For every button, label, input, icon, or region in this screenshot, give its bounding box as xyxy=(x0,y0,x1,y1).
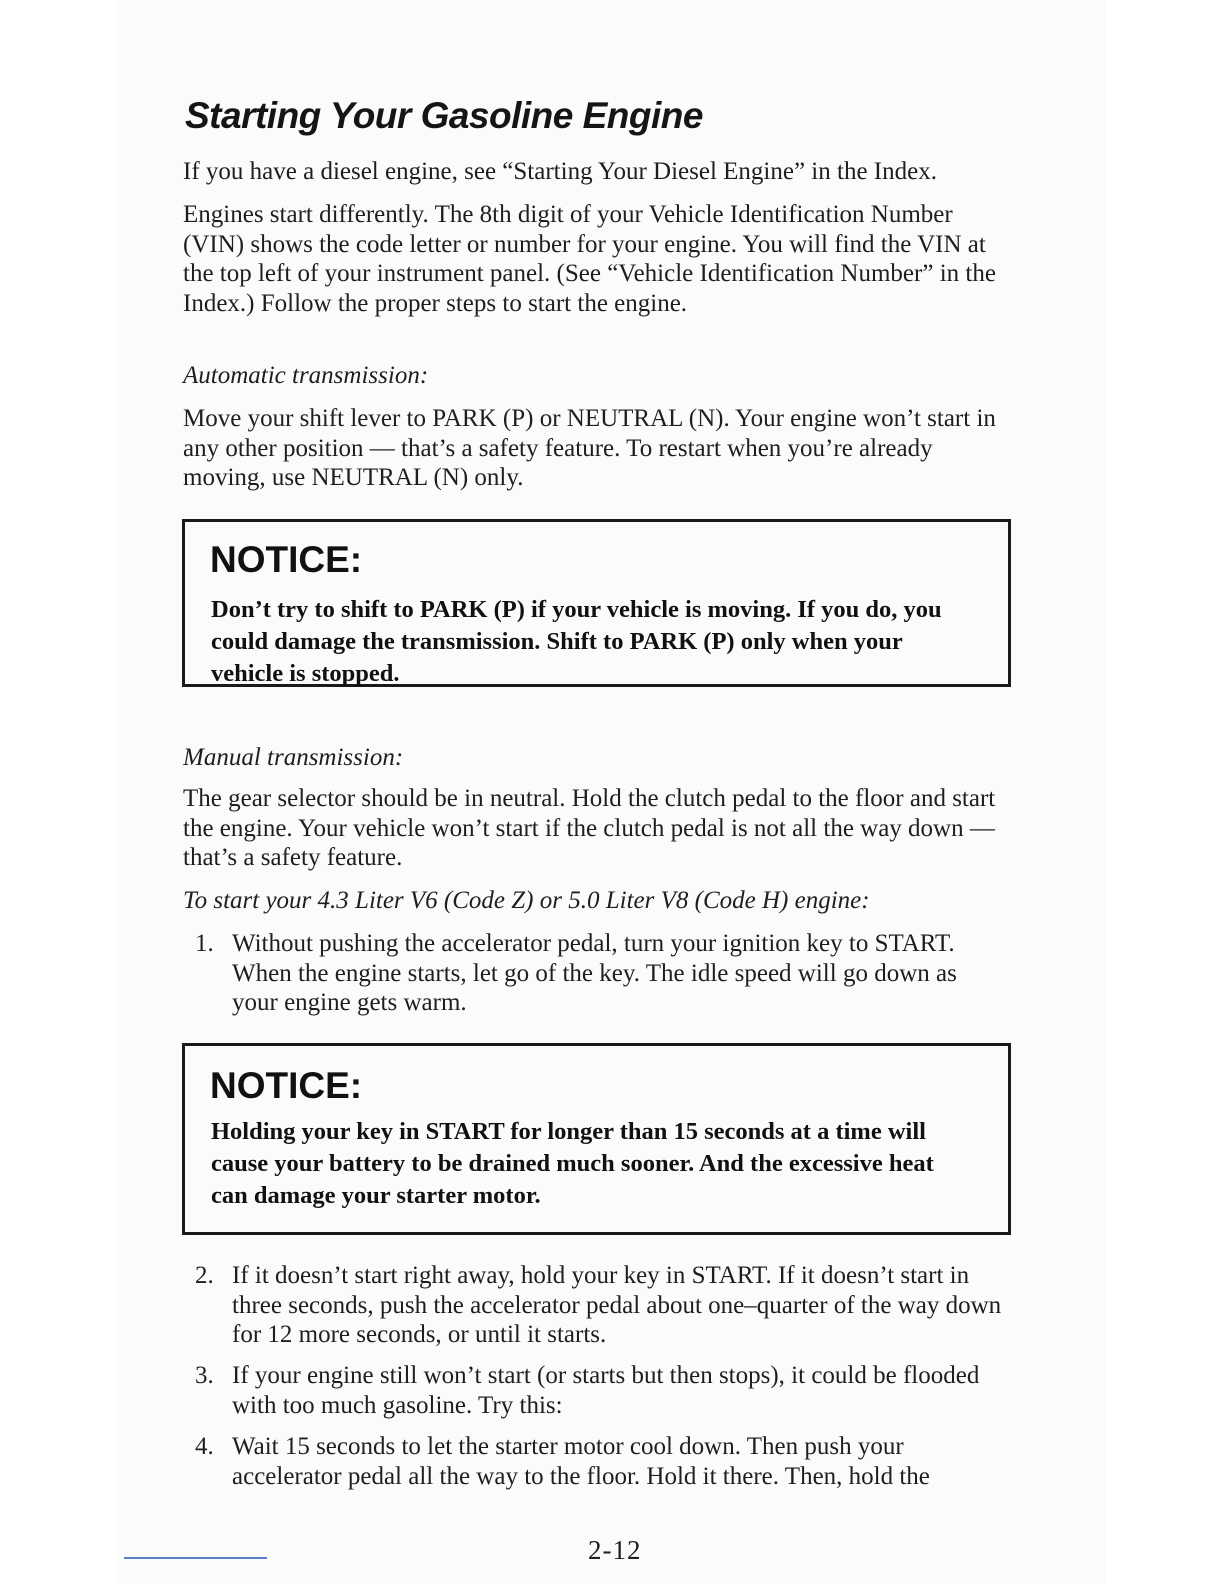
step-text: Without pushing the accelerator pedal, turn your ignition key to START. When the engine starts, let go of the key. The idle speed will go down as your engine gets warm. xyxy=(232,930,957,1016)
step-number: 4. xyxy=(195,1433,214,1460)
notice-heading: NOTICE: xyxy=(210,1065,363,1106)
engine-steps-heading: To start your 4.3 Liter V6 (Code Z) or 5.0 Liter V8 (Code H) engine: xyxy=(183,887,870,914)
notice-box-starter xyxy=(182,1043,1011,1235)
step-text: If it doesn’t start right away, hold your key in START. If it doesn’t start in three seconds, push the accelerator pedal about one–quarter of the way down for 12 more seconds, or until it starts. xyxy=(232,1262,1002,1348)
manual-transmission-heading: Manual transmission: xyxy=(183,744,404,771)
notice-box-shift xyxy=(182,519,1011,687)
manual-transmission-text: The gear selector should be in neutral. Hold the clutch pedal to the floor and start the engine. Your vehicle won’t start if the clutch pedal is not all the way down — that’s a safety feature. xyxy=(183,785,996,871)
notice-text: Don’t try to shift to PARK (P) if your vehicle is moving. If you do, you could damage the transmission. Shift to PARK (P) only when your vehicle is stopped. xyxy=(211,596,942,687)
notice-heading: NOTICE: xyxy=(210,539,363,580)
automatic-transmission-text: Move your shift lever to PARK (P) or NEUTRAL (N). Your engine won’t start in any other position — that’s a safety feature. To restart when you’re already moving, use NEUTRAL (N) only. xyxy=(183,405,996,491)
step-number: 3. xyxy=(195,1362,214,1389)
page-number: 2-12 xyxy=(588,1535,642,1565)
vin-paragraph: Engines start differently. The 8th digit of your Vehicle Identification Number (VIN) shows the code letter or number for your engine. You will find the VIN at the top left of your instrument panel. (See “Vehicle Identification Number” in the Index.) Follow the proper steps to start the engine. xyxy=(183,201,996,317)
step-number: 2. xyxy=(195,1262,214,1289)
notice-text: Holding your key in START for longer than 15 seconds at a time will cause your battery to be drained much sooner. And the excessive heat can damage your starter motor. xyxy=(211,1118,934,1209)
automatic-transmission-heading: Automatic transmission: xyxy=(183,362,429,389)
step-text: Wait 15 seconds to let the starter motor cool down. Then push your accelerator pedal all the way to the floor. Hold it there. Then, hold the xyxy=(232,1433,930,1490)
page-title: Starting Your Gasoline Engine xyxy=(185,95,703,136)
step-number: 1. xyxy=(195,930,214,957)
footer-rule xyxy=(124,1557,267,1559)
step-text: If your engine still won’t start (or starts but then stops), it could be flooded with too much gasoline. Try this: xyxy=(232,1362,980,1419)
diesel-note: If you have a diesel engine, see “Starting Your Diesel Engine” in the Index. xyxy=(183,158,937,185)
